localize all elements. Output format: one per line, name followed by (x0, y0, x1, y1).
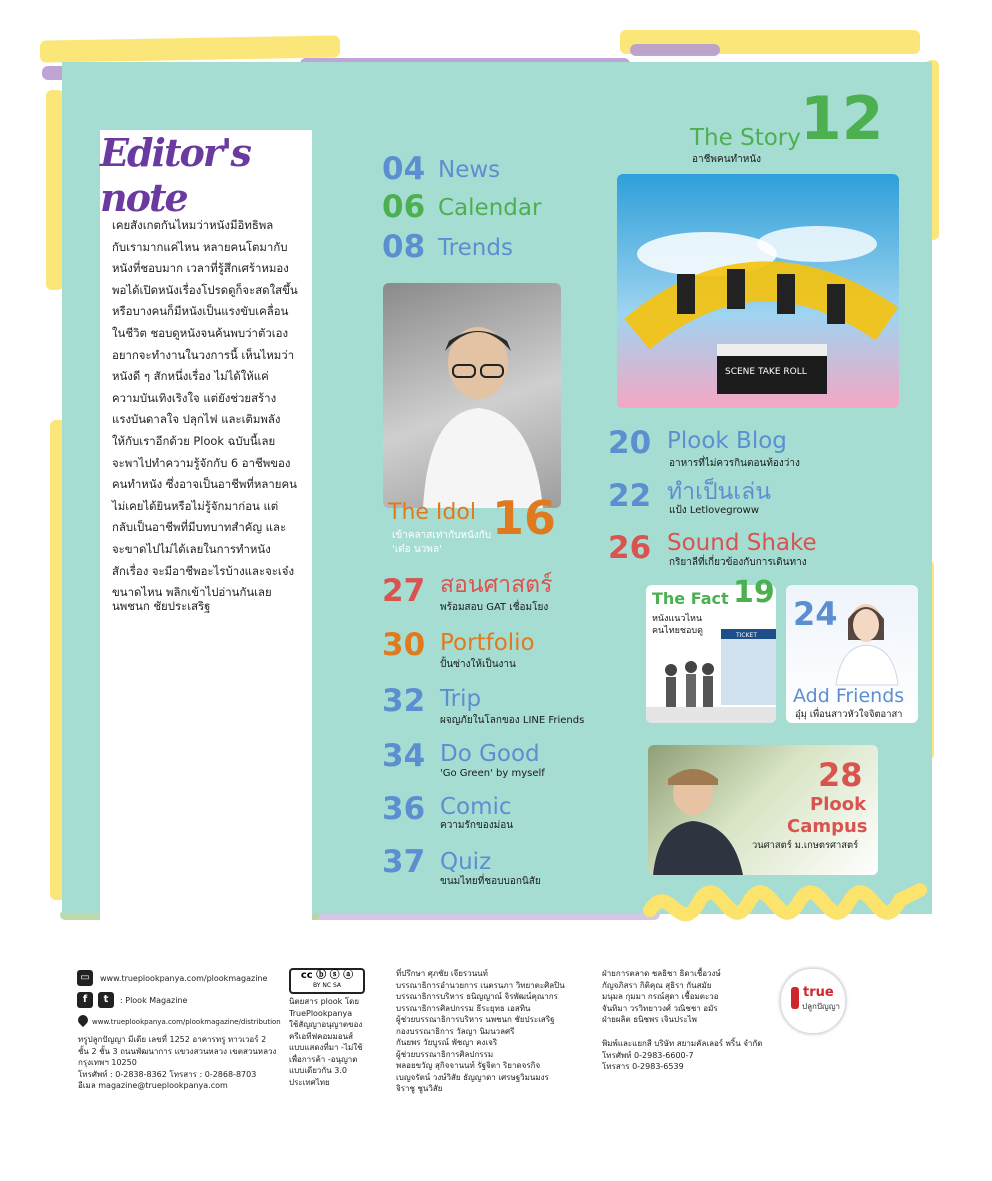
location-pin-icon (76, 1013, 90, 1027)
toc-subtitle: อาหารที่ไม่ควรกินตอนท้องว่าง (669, 458, 800, 469)
toc-title: Trends (438, 235, 513, 261)
toc-subtitle: ความรักของม่อน (440, 820, 514, 831)
toc-title: Plook Blog (667, 428, 787, 454)
ticket-sign: TICKET (736, 632, 758, 639)
editor-note-title: Editor's note (100, 130, 250, 220)
toc-number: 34 (382, 738, 426, 774)
toc-subtitle: แป้ง Letlovegroww (669, 505, 760, 516)
paint-stroke (630, 44, 720, 56)
fact-title: The Fact (652, 589, 729, 608)
skateboard-scene (617, 174, 899, 408)
trueplookpanya-logo[interactable] (780, 968, 846, 1034)
toc-subtitle: กริยาลีที่เกี่ยวข้องกับการเดินทาง (669, 557, 807, 568)
toc-number: 22 (608, 478, 652, 514)
footer-distribution[interactable]: www.trueplookpanya.com/plookmagazine/distribution (92, 1018, 281, 1026)
fact-subtitle-line2: คนไทยชอบดู (652, 626, 703, 636)
scribble-decoration (640, 870, 930, 950)
monitor-icon: ▭ (77, 970, 93, 986)
toc-number: 36 (382, 791, 426, 827)
fact-number: 19 (733, 575, 775, 610)
facebook-icon[interactable]: f (77, 992, 93, 1008)
footer-marketing: ฝ่ายการตลาด ชลธิชา ธิดาเชื้อวงษ์ กัญจภิสรา กิติคุณ สุธิรา กันสมัย มนุมล กุมมา กรณ์สุดา เชื้อมตะวอ จันทิมา วรวิทยาวงศ์ วณิชชา อมัร ฝ่ายผลิต ธนิชพร เจินประไพ (602, 969, 721, 1024)
campus-number: 28 (818, 756, 863, 794)
toc-number: 32 (382, 683, 426, 719)
toc-subtitle: ผจญภัยในโลกของ LINE Friends (440, 715, 585, 726)
idol-subtitle-name: 'เต๋อ นวพล' (392, 544, 442, 555)
toc-number: 26 (608, 530, 652, 566)
toc-title: Do Good (440, 741, 540, 767)
fact-subtitle-line1: หนังแนวไหน (652, 614, 703, 624)
toc-title: Trip (440, 686, 482, 712)
footer-address: ทรูปลูกปัญญา มีเดีย เลขที่ 1252 อาคารทรู ทาวเวอร์ 2 ชั้น 2 ชั้น 3 ถนนพัฒนาการ แขวงสวนหลวง เขตสวนหลวง กรุงเทพฯ 10250 โทรศัพท์ : 0-2838-8362 โทรสาร : 0-2868-8703 อีเมล magazine@trueplookpanya.com (78, 1035, 277, 1090)
story-illustration[interactable] (617, 174, 899, 408)
footer-website[interactable]: www.trueplookpanya.com/plookmagazine (100, 974, 268, 983)
toc-number: 06 (382, 189, 426, 225)
campus-title-line2: Campus (787, 816, 868, 837)
story-title[interactable]: The Story (690, 125, 801, 151)
toc-number: 27 (382, 573, 426, 609)
logo-true-text: true (803, 985, 834, 1000)
cc-license-badge (289, 968, 365, 994)
toc-title: ทำเป็นเล่น (667, 479, 771, 505)
friends-number: 24 (793, 595, 838, 633)
paint-stroke (40, 35, 340, 62)
toc-title: Comic (440, 794, 512, 820)
cc-license-labels: BY NC SA (313, 982, 341, 989)
toc-subtitle: 'Go Green' by myself (440, 768, 545, 779)
story-number: 12 (800, 84, 884, 154)
footer-license: นิตยสาร plook โดย TruePlookpanya ใช้สัญญาอนุญาตของ ครีเอทีฟคอมมอนส์ แบบแสดงที่มา -ไม่ใช้ เพื่อการค้า -อนุญาต แบบเดียวกัน 3.0 ประเทศไทย (289, 997, 363, 1087)
editor-note-body: เคยสังเกตกันไหมว่าหนังมีอิทธิพล กับเรามากแค่ไหน หลายคนโตมากับ หนังที่ชอบมาก เวลาที่รู้สึกเศร้าหมอง พอได้เปิดหนังเรื่องโปรดดูก็จะสดใสขึ้น หรือบางคนก็มีหนังเป็นแรงขับเคลื่อน ในชีวิต ชอบดูหนังจนค้นพบว่าตัวเอง อยากจะทำงานในวงการนี้ เห็นไหมว่า หนังดี ๆ สักหนึ่งเรื่อง ไม่ได้ให้แค่ ความบันเทิงเริงใจ แต่ยังช่วยสร้าง แรงบันดาลใจ ปลุกไฟ และเติมพลัง ให้กับเราอีกด้วย Plook ฉบับนี้เลย จะพาไปทำความรู้จักกับ 6 อาชีพของ คนทำหนัง ซึ่งอาจเป็นอาชีพที่หลายคน ไม่เคยได้ยินหรือไม่รู้จักมาก่อน แต่ กลับเป็นอาชีพที่มีบทบาทสำคัญ และ จะขาดไปไม่ได้เลยในการทำหนัง สักเรื่อง จะมีอาชีพอะไรบ้างและจะเจ๋ง ขนาดไหน พลิกเข้าไปอ่านกันเลย (112, 218, 298, 600)
toc-number: 37 (382, 844, 426, 880)
idol-number: 16 (492, 491, 557, 545)
footer-social: : Plook Magazine (120, 996, 188, 1005)
toc-title: News (438, 157, 501, 183)
toc-number: 04 (382, 151, 426, 187)
campus-subtitle: วนศาสตร์ ม.เกษตรศาสตร์ (752, 840, 859, 851)
editor-signature: นพชนก ชัยประเสริฐ (112, 599, 211, 613)
clapper-text: SCENE TAKE ROLL (725, 367, 807, 377)
idol-photo[interactable] (383, 283, 561, 508)
footer-print: พิมพ์และแยกสี บริษัท สยามคัลเลอร์ พริ้น จำกัด โทรศัพท์ 0-2983-6600-7 โทรสาร 0-2983-6539 (602, 1039, 763, 1071)
toc-subtitle: พร้อมสอบ GAT เชื่อมโยง (440, 602, 549, 613)
toc-number: 30 (382, 627, 426, 663)
campus-title-line1: Plook (810, 794, 867, 815)
footer-staff: ที่ปรึกษา ศุภชัย เจียรวนนท์ บรรณาธิการอำนวยการ เนตรนภา วิทยาตะศิลปิน บรรณาธิการบริหาร ธนิญญาณ์ จิรพัฒน์คุณากร บรรณาธิการศิลปกรรม ธีระยุทธ เอสทิน ผู้ช่วยบรรณาธิการบริหาร นพชนก ชัยประเสริฐ กองบรรณาธิการ วัลญา นิมนวลศรี กันยพร วัยบูรณ์ พัชญา คงเจริ ผู้ช่วยบรรณาธิการศิลปกรรม พลอยขวัญ สุกิจจานนท์ รัฐจิตา ริยาดจรกิจ เบญจรัตน์ วงษ์วิสัย ธัญญาดา เศรษฐวิมนมงร จิราชู ชูนวิสัย (396, 969, 565, 1093)
toc-subtitle: ขนมไทยที่ชอบบอกนิสัย (440, 876, 541, 887)
toc-title: Quiz (440, 849, 492, 875)
story-subtitle: อาชีพคนทำหนัง (692, 154, 762, 165)
cc-license-symbols: cc ⓑ ⓢ ⓐ (300, 970, 354, 981)
tree-icon (791, 987, 799, 1009)
idol-title[interactable]: The Idol (388, 500, 476, 525)
logo-thai-text: ปลูกปัญญา (802, 1002, 841, 1011)
friends-title: Add Friends (793, 685, 905, 707)
person-illustration (383, 283, 561, 508)
toc-title: Calendar (438, 195, 542, 221)
toc-number: 08 (382, 229, 426, 265)
friends-subtitle: อุ๋มุ เพื่อนสาวหัวใจจิตอาสา (795, 709, 903, 720)
toc-subtitle: ปั้นซ่างให้เป็นงาน (440, 659, 516, 670)
toc-number: 20 (608, 425, 652, 461)
toc-title: Portfolio (440, 630, 535, 656)
twitter-icon[interactable]: t (98, 992, 114, 1008)
idol-subtitle: เข้าคลาสเท่ากับหนังกับ (392, 530, 492, 541)
toc-title: สอนศาสตร์ (440, 572, 553, 598)
toc-title: Sound Shake (667, 530, 817, 556)
